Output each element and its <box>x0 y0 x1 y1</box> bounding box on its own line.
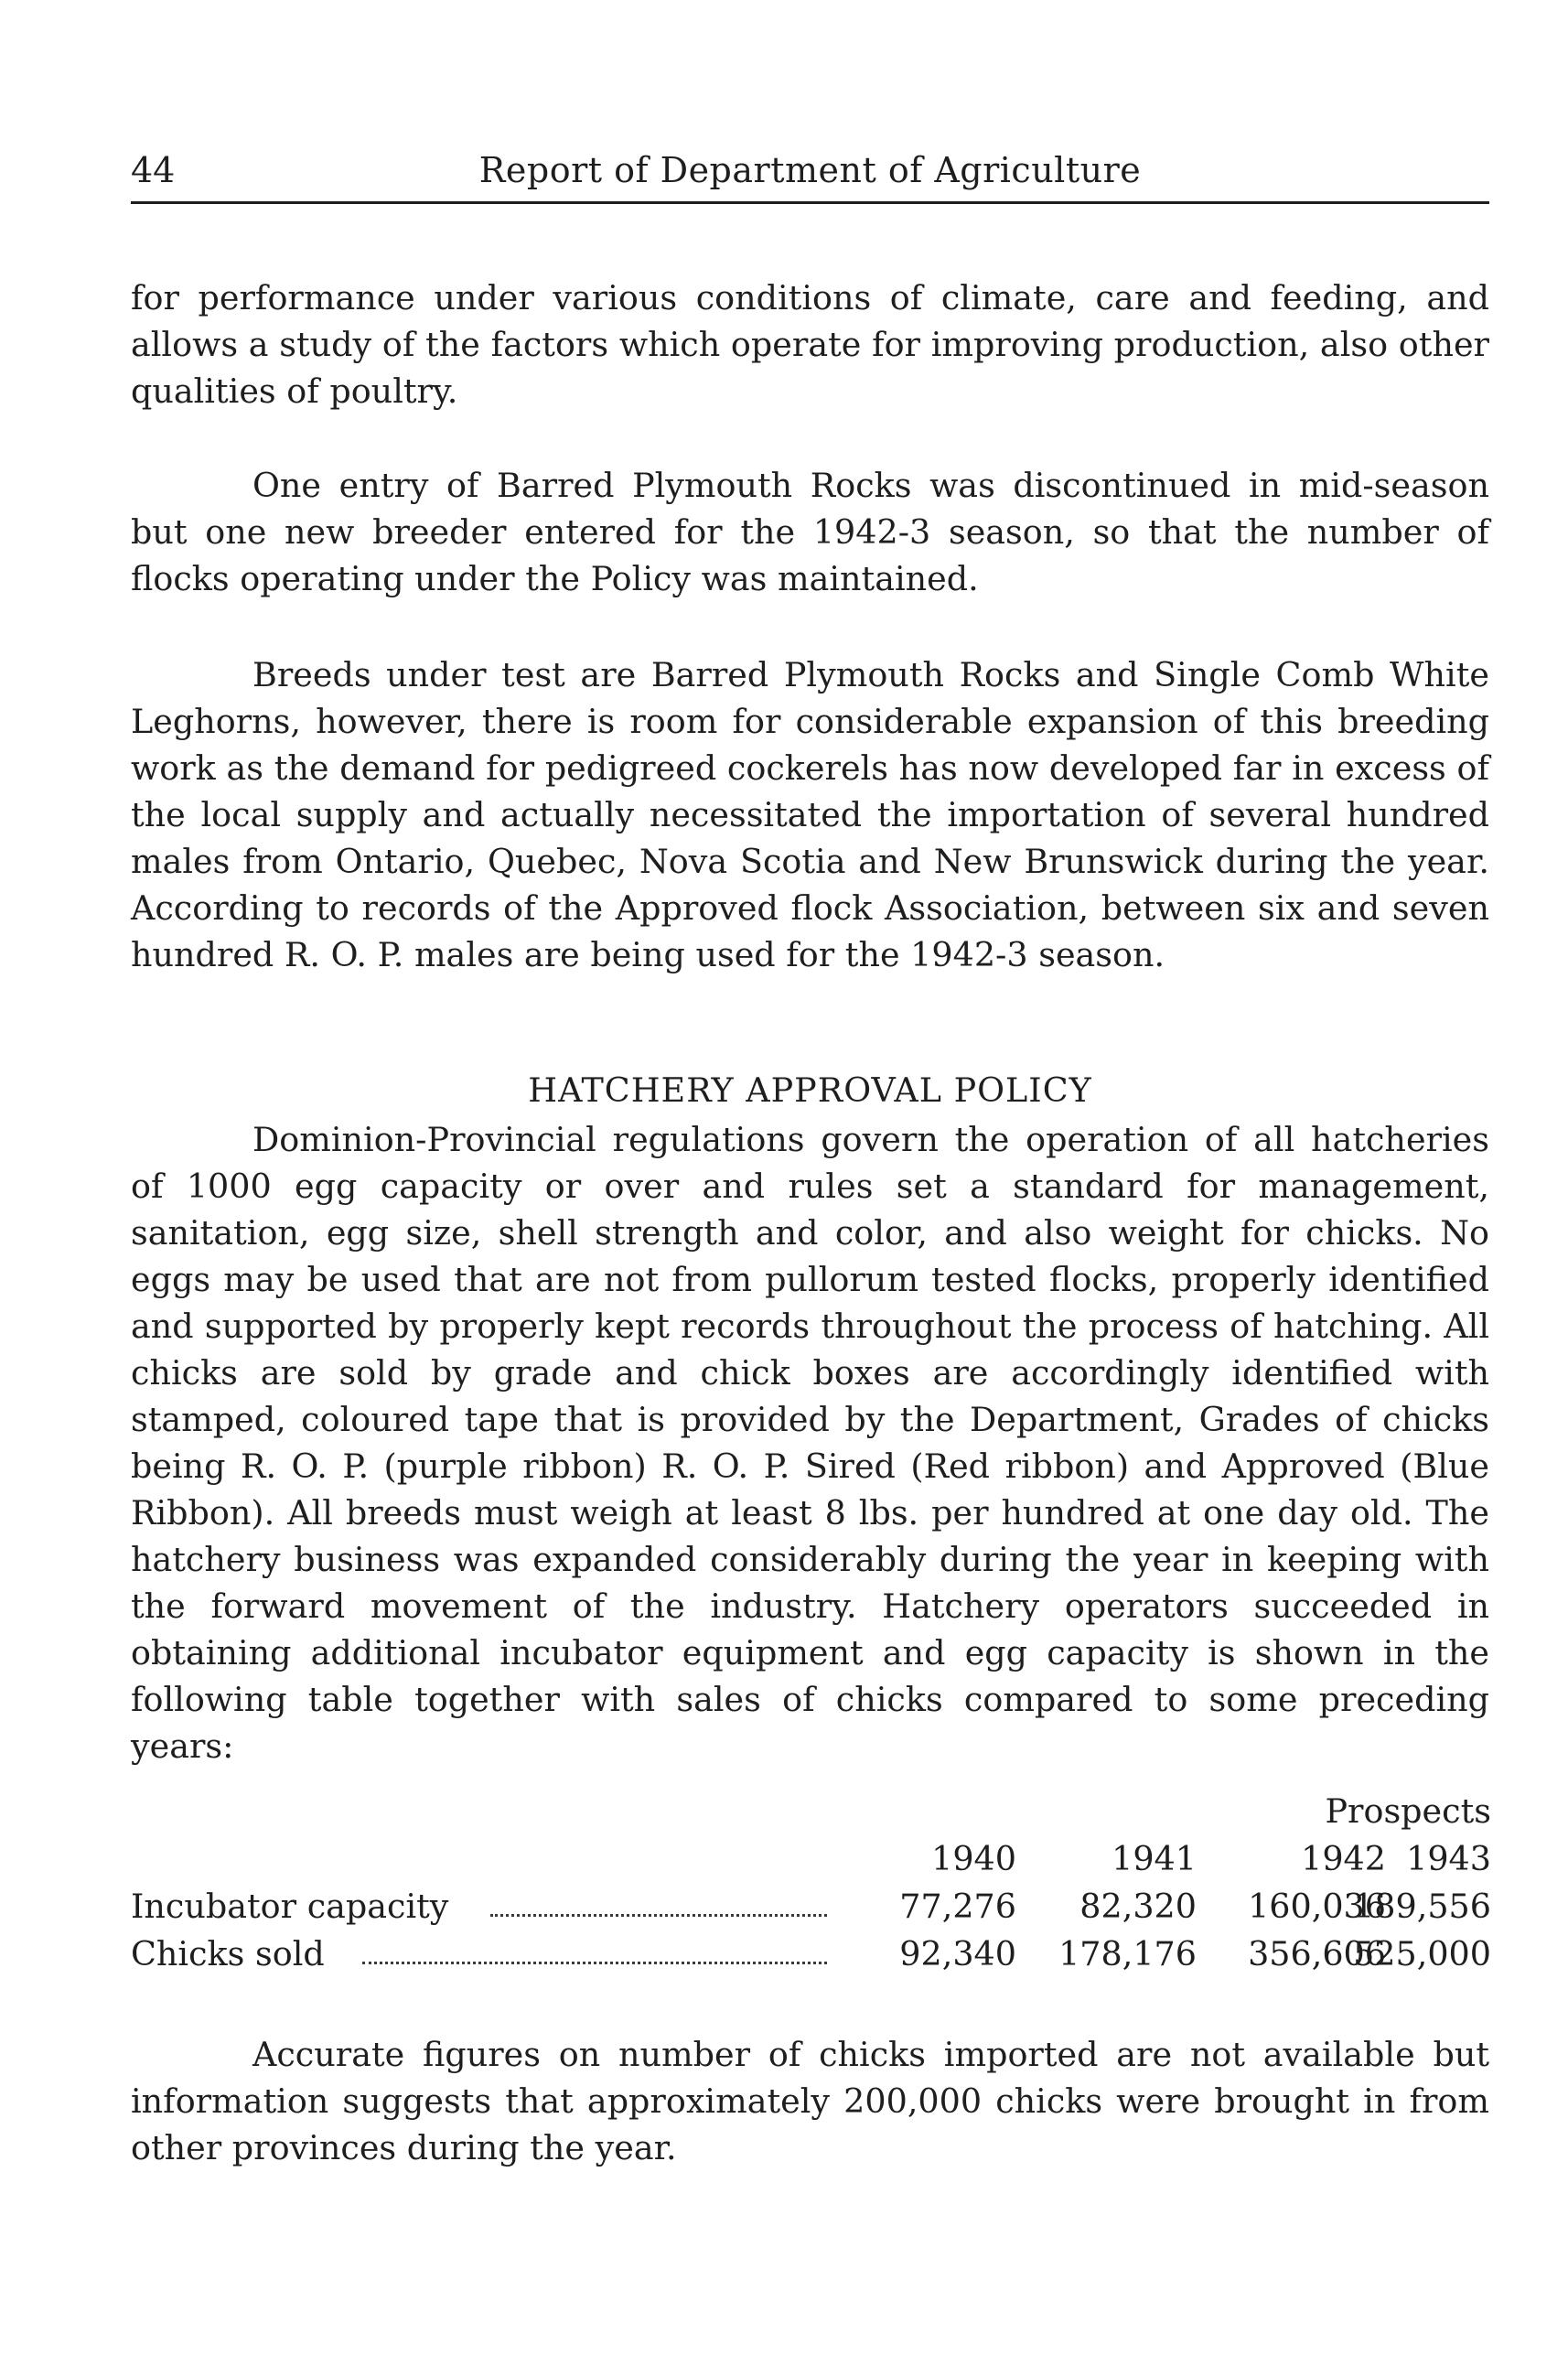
table-cell: 82,320 <box>1079 1887 1197 1926</box>
year-header: 1941 <box>1112 1839 1197 1878</box>
page-header <box>131 146 1489 204</box>
year-header: 1942 <box>1301 1839 1386 1878</box>
paragraph-imported-chicks: Accurate figures on number of chicks imported are not available but information suggests that approximately 200,000 chicks were brought in from other provinces during the year. <box>131 2035 1489 2167</box>
year-header: 1943 <box>1406 1839 1491 1878</box>
dot-leader <box>362 1962 827 1964</box>
row-label: Incubator capacity <box>131 1887 449 1926</box>
table-cell: 92,340 <box>899 1934 1016 1973</box>
table-row <box>131 1930 1489 1978</box>
table-prospects-row <box>131 1788 1489 1835</box>
page-number: 44 <box>131 150 176 190</box>
table-cell: 189,556 <box>1353 1887 1491 1926</box>
table-cell: 160,036 <box>1248 1887 1386 1926</box>
section-heading: HATCHERY APPROVAL POLICY <box>528 1070 1092 1110</box>
table-cell: 178,176 <box>1058 1934 1197 1973</box>
running-title: Report of Department of Agriculture <box>478 150 1142 190</box>
paragraph-hatchery-policy: Dominion-Provincial regulations govern the operation of all hatcheries of 1000 egg capacity or over and rules set a standard for management, sanitation, egg size, shell strength and color, and also weight for chicks. No eggs may be used that are not from pullorum tested flocks, properly identified and supported by properly kept records throughout the process of hatching. All chicks are sold by grade and chick boxes are accordingly identified with stamped, coloured tape that is provided by the Department, Grades of chicks being R. O. P. (purple ribbon) R. O. P. Sired (Red ribbon) and Approved (Blue Ribbon). All breeds must weigh at least 8 lbs. per hundred at one day old. The hatchery business was expanded considerably during the year in keeping with the forward movement of the industry. Hatchery operators succeeded in obtaining additional incubator equipment and egg capacity is shown in the following table together with sales of chicks compared to some preceding years: <box>131 1120 1489 1766</box>
paragraph-barred-rocks-entry: One entry of Barred Plymouth Rocks was discontinued in mid-season but one new breeder entered for the 1942-3 season, so that the number of flocks operating under the Policy was maintained. <box>131 466 1489 598</box>
table-cell: 525,000 <box>1353 1934 1491 1973</box>
paragraph-continuation: for performance under various conditions of climate, care and feeding, and allows a study of the factors which operate for improving production, also other qualities of poultry. <box>131 278 1489 411</box>
dot-leader <box>490 1914 827 1917</box>
row-label: Chicks sold <box>131 1934 325 1973</box>
paragraph-breeds-under-test: Breeds under test are Barred Plymouth Rocks and Single Comb White Leghorns, however, there is room for considerable expansion of this breeding work as the demand for pedigreed cockerels has now developed far in excess of the local supply and actually necessitated the importation of several hundred males from Ontario, Quebec, Nova Scotia and New Brunswick during the year. According to records of the Approved flock Association, between six and seven hundred R. O. P. males are being used for the 1942-3 season. <box>131 655 1489 974</box>
table-cell: 356,606 <box>1248 1934 1386 1973</box>
table-cell: 77,276 <box>899 1887 1016 1926</box>
table-header-row <box>131 1835 1489 1883</box>
prospects-label: Prospects <box>1325 1791 1491 1831</box>
year-header: 1940 <box>931 1839 1016 1878</box>
hatchery-statistics-table <box>131 1788 1489 1978</box>
table-row <box>131 1883 1489 1930</box>
